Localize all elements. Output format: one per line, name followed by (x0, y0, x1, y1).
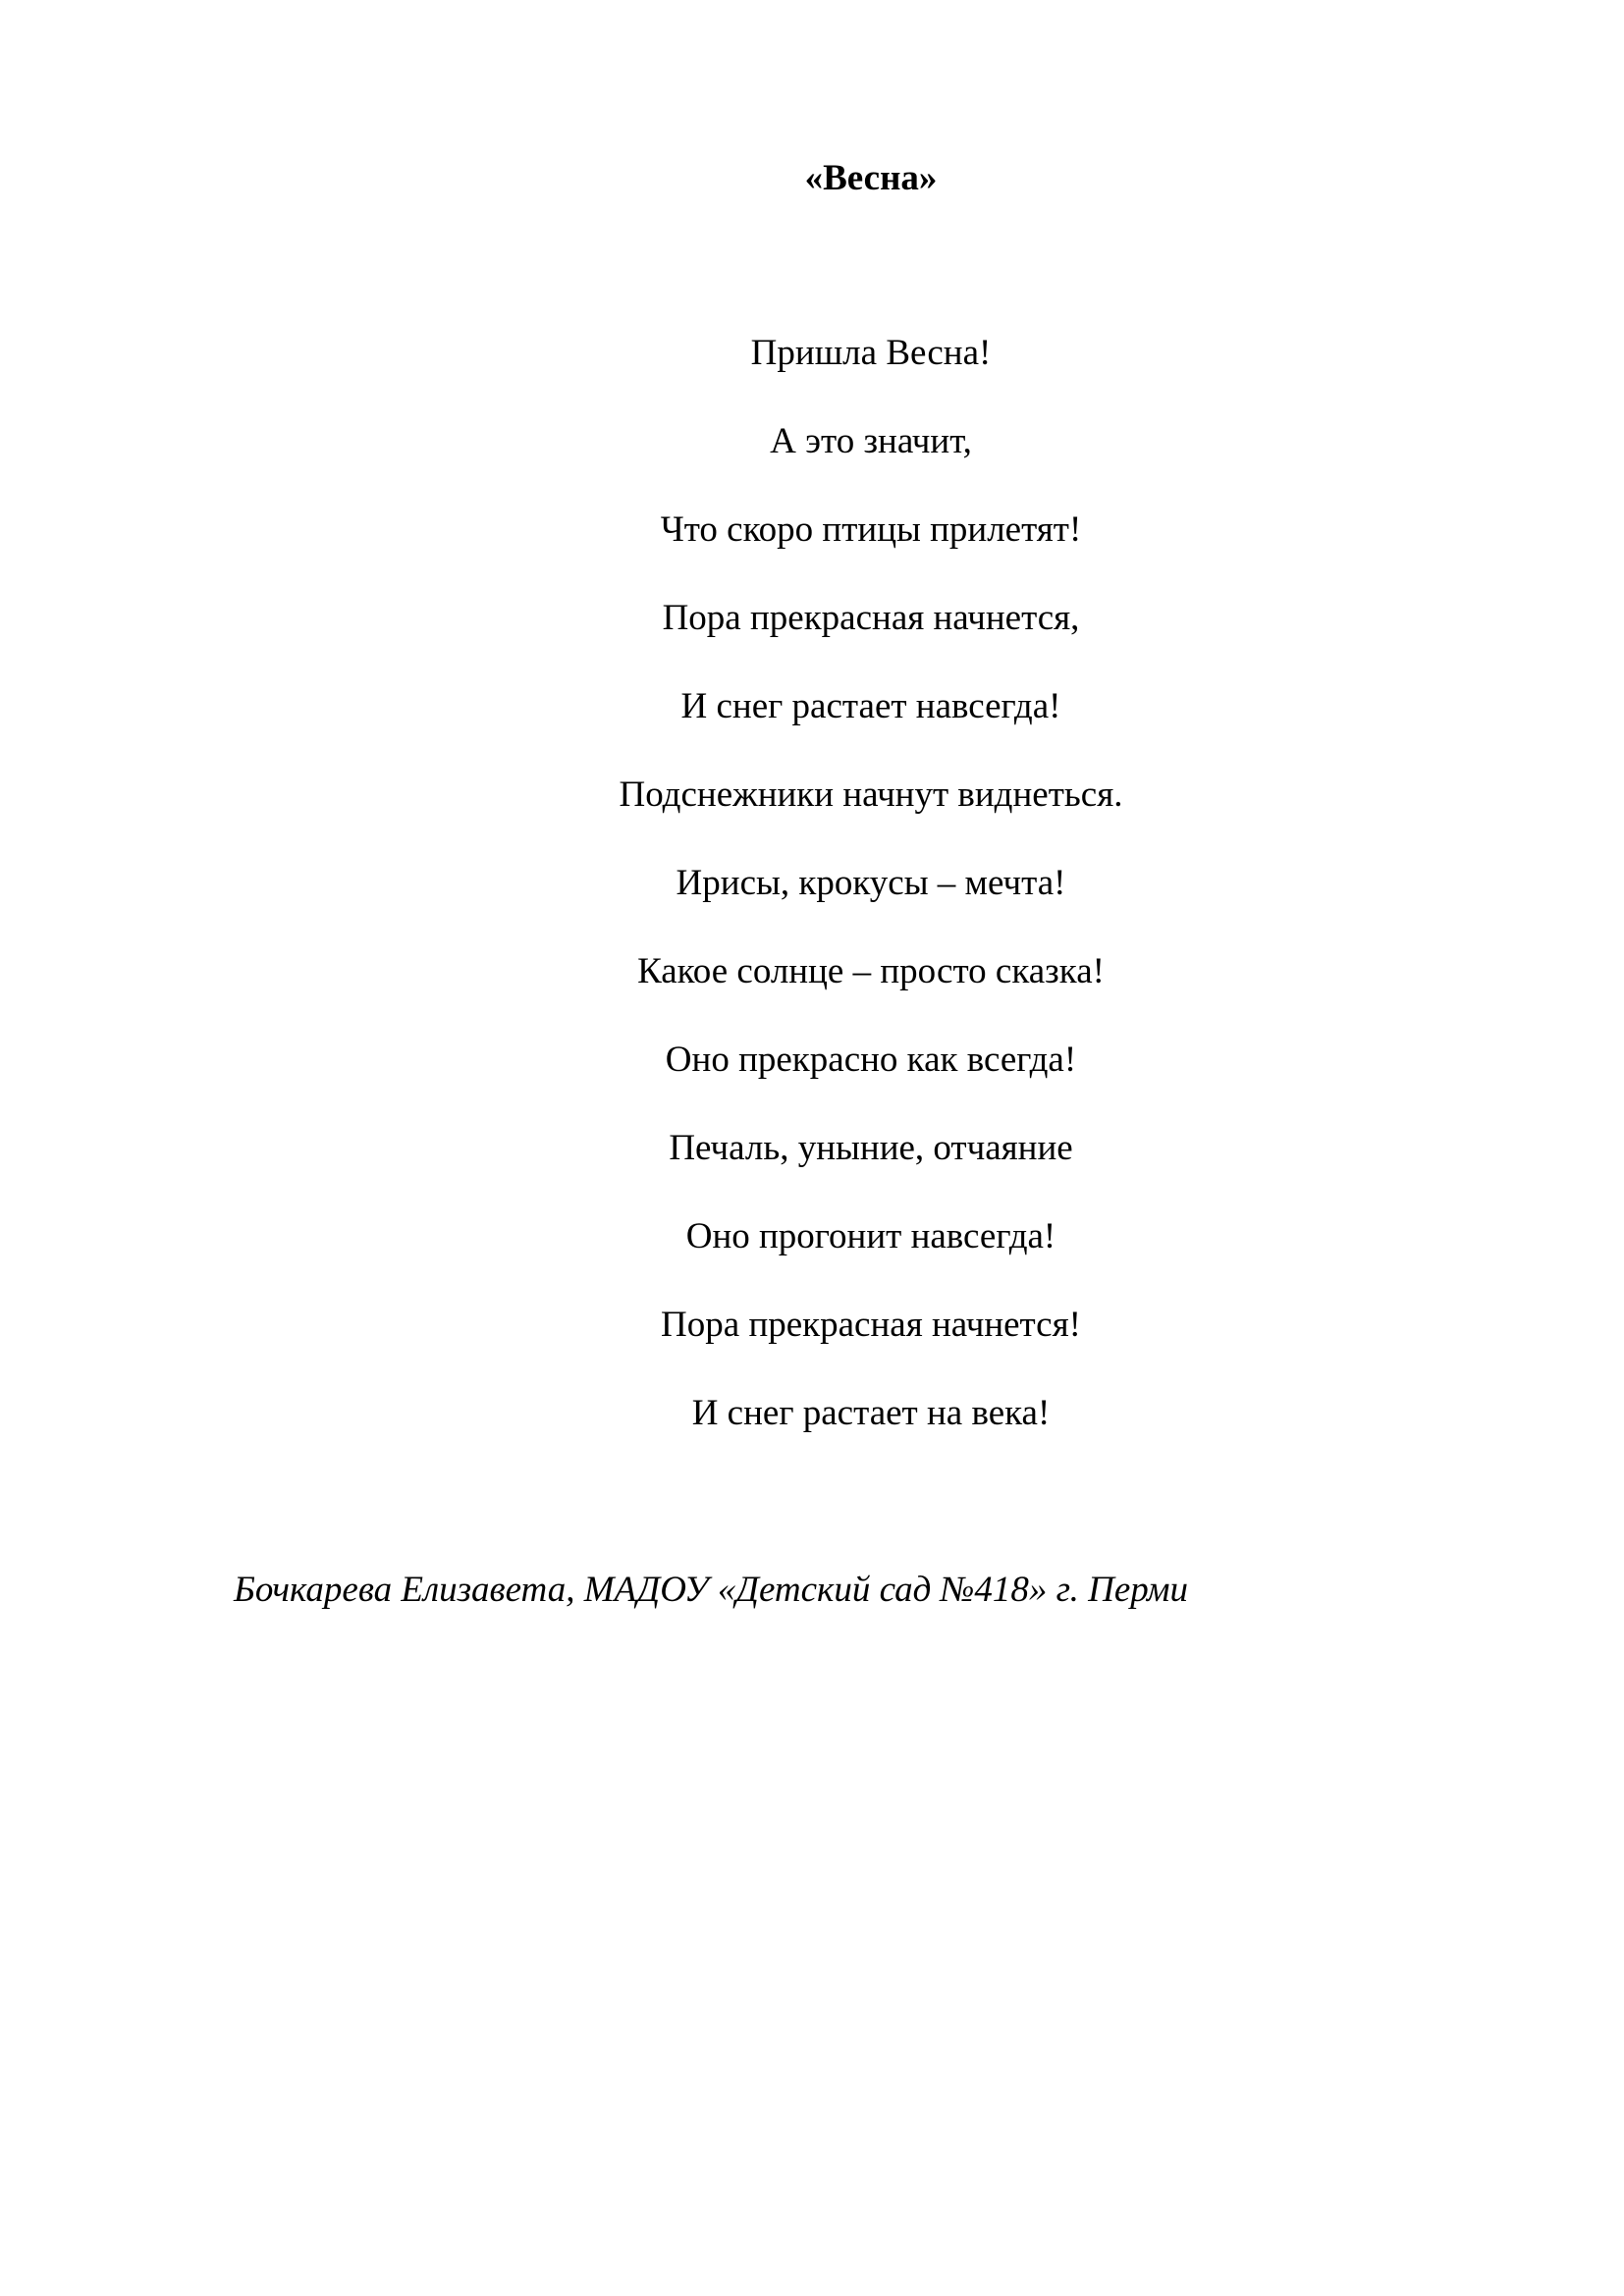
poem-line: И снег растает на века! (691, 1393, 1051, 1433)
poem-line: Пора прекрасная начнется! (661, 1305, 1081, 1345)
poem-line: И снег растает навсегда! (680, 686, 1061, 726)
poem-line: Что скоро птицы прилетят! (660, 509, 1082, 550)
poem-line: А это значит, (770, 421, 972, 461)
poem-line: Ирисы, крокусы – мечта! (676, 863, 1066, 903)
poem-body (0, 332, 1624, 1480)
poem-line: Печаль, уныние, отчаяние (669, 1128, 1073, 1168)
poem-line: Оно прогонит навсегда! (685, 1216, 1056, 1256)
author-signature: Бочкарева Елизавета, МАДОУ «Детский сад №418» г. Перми (234, 1570, 1189, 1610)
poem-line: Оно прекрасно как всегда! (665, 1040, 1077, 1080)
poem-title: «Весна» (804, 158, 938, 198)
poem-line: Пришла Весна! (750, 333, 992, 373)
poem-line: Подснежники начнут виднеться. (619, 774, 1123, 815)
poem-line: Какое солнце – просто сказка! (637, 951, 1105, 991)
poem-line: Пора прекрасная начнется, (662, 598, 1080, 638)
